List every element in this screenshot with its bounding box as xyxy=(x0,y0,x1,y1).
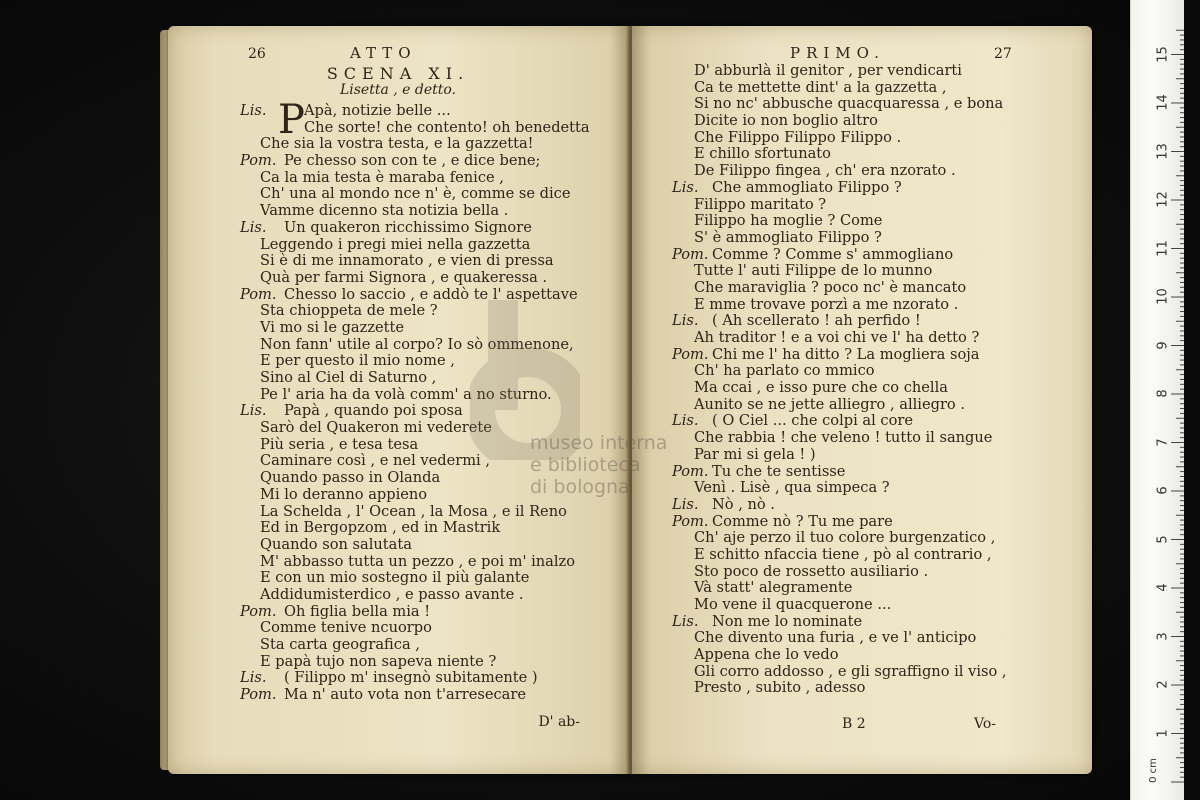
verse-text: Aunito se ne jette alliegro , alliegro . xyxy=(694,395,965,413)
verse-text: Tutte l' auti Filippe de lo munno xyxy=(694,262,933,280)
text-line xyxy=(672,163,1092,180)
verse-text: Tu che te sentisse xyxy=(712,462,846,480)
speaker-label: Lis. xyxy=(672,412,699,430)
text-line xyxy=(672,80,1092,97)
verse-text: Si è di me innamorato , e vien di pressa xyxy=(260,252,554,270)
right-page xyxy=(632,26,1092,774)
scene-title: SCENA XI. xyxy=(326,64,470,83)
text-line xyxy=(672,614,1092,631)
speaker-label: Lis. xyxy=(240,102,267,119)
text-line xyxy=(672,580,1092,597)
text-line xyxy=(240,136,628,153)
speaker-label: Lis. xyxy=(240,402,267,420)
speaker-label: Lis. xyxy=(672,178,699,196)
ruler-number: 7 xyxy=(1155,437,1171,447)
text-line xyxy=(672,313,1092,330)
verse-text: Leggendo i pregi miei nella gazzetta xyxy=(260,235,531,253)
verse-text: Sto poco de rossetto ausiliario . xyxy=(694,562,929,580)
verse-text: Mo vene il quacquerone ... xyxy=(694,596,892,613)
text-line xyxy=(672,647,1092,664)
ruler-number: 5 xyxy=(1155,534,1171,544)
verse-text: Non me lo nominate xyxy=(712,612,863,630)
verse-text: Filippo maritato ? xyxy=(694,195,827,213)
verse-text: Addidumisterdico , e passo avante . xyxy=(260,585,524,603)
verse-text: Che ammogliato Filippo ? xyxy=(712,178,902,196)
verse-text: Che Filippo Filippo Filippo . xyxy=(694,128,902,146)
text-line xyxy=(672,263,1092,280)
verse-text: Ch' aje perzo il tuo colore burgenzatico , xyxy=(694,529,996,547)
verse-text: Ca la mia testa è maraba fenice , xyxy=(260,168,504,186)
speaker-label: Lis. xyxy=(672,312,699,330)
text-line xyxy=(672,197,1092,214)
text-line xyxy=(672,247,1092,264)
verse-text: Quando passo in Olanda xyxy=(260,469,441,487)
ruler-number: 4 xyxy=(1155,583,1171,592)
verse-text: Chi me l' ha ditto ? La mogliera soja xyxy=(712,345,980,363)
running-head: PRIMO. xyxy=(790,44,885,62)
background-edge xyxy=(1184,0,1200,800)
text-line xyxy=(672,96,1092,113)
text-line xyxy=(672,464,1092,481)
watermark-text xyxy=(530,432,667,498)
ruler-number: 3 xyxy=(1155,631,1171,641)
text-line xyxy=(240,237,628,254)
text-line xyxy=(672,347,1092,364)
verse-text: Papà , quando poi sposa xyxy=(284,402,463,420)
text-line xyxy=(240,637,628,654)
verse-text: Pe chesso son con te , e dice bene; xyxy=(284,152,541,170)
text-line xyxy=(240,103,628,120)
text-line xyxy=(672,363,1092,380)
watermark-line: museo interna xyxy=(530,432,668,454)
verse-text: Presto , subito , adesso xyxy=(694,679,866,697)
text-line xyxy=(672,547,1092,564)
text-line xyxy=(240,153,628,170)
watermark-line: di bologna xyxy=(530,476,630,498)
ruler-number: 14 xyxy=(1155,94,1171,111)
verse-text: E schitto nfaccia tiene , pò al contrario , xyxy=(694,545,992,563)
measurement-ruler xyxy=(1130,0,1185,800)
speaker-label: Pom. xyxy=(240,686,277,704)
text-line xyxy=(672,497,1092,514)
verse-text: E per questo il mio nome , xyxy=(260,352,455,370)
text-line xyxy=(672,597,1092,614)
speaker-label: Lis. xyxy=(240,669,267,687)
verse-text: Sarò del Quakeron mi vederete xyxy=(260,419,492,437)
speaker-label: Pom. xyxy=(240,152,277,170)
speaker-label: Lis. xyxy=(672,495,699,513)
verse-text: Mi lo deranno appieno xyxy=(260,485,428,503)
verse-text: Và statt' alegramente xyxy=(694,579,853,597)
text-line xyxy=(240,253,628,270)
ruler-number: 9 xyxy=(1155,340,1171,350)
signature-mark: B 2 xyxy=(842,716,866,732)
catchword: D' ab- xyxy=(538,714,580,730)
verse-text: Quando son salutata xyxy=(260,535,412,553)
ruler-number: 2 xyxy=(1155,680,1171,689)
text-line xyxy=(672,413,1092,430)
verse-text: Par mi si gela ! ) xyxy=(694,445,816,463)
verse-text: Sta chioppeta de mele ? xyxy=(260,302,438,320)
verse-text: ( Ah scellerato ! ah perfido ! xyxy=(712,312,921,330)
ruler-number: 15 xyxy=(1155,45,1171,63)
ruler-number: 1 xyxy=(1155,728,1171,738)
verse-text: Gli corro addosso , e gli sgraffigno il viso , xyxy=(694,662,1007,680)
verse-text: Comme ? Comme s' ammogliano xyxy=(712,245,954,263)
speaker-label: Pom. xyxy=(672,345,709,363)
verse-text: Si no nc' abbusche quacquaressa , e bona xyxy=(694,95,1004,113)
verse-text: S' è ammogliato Filippo ? xyxy=(694,228,882,246)
verse-text: Ed in Bergopzom , ed in Mastrik xyxy=(260,519,501,537)
text-line xyxy=(672,664,1092,681)
text-line xyxy=(672,397,1092,414)
ruler-number: 12 xyxy=(1155,191,1171,208)
text-line xyxy=(672,480,1092,497)
verse-text: Che sia la vostra testa, e la gazzetta! xyxy=(260,135,534,153)
verse-text: Sta carta geografica , xyxy=(260,636,420,653)
verse-text: Nò , nò . xyxy=(712,495,775,513)
verse-text: Che sorte! che contento! oh benedetta xyxy=(304,118,590,136)
text-line xyxy=(672,330,1092,347)
verse-text: D' abburlà il genitor , per vendicarti xyxy=(694,62,962,79)
speaker-label: Pom. xyxy=(672,512,709,530)
text-line xyxy=(240,203,628,220)
verse-text: Appena che lo vedo xyxy=(694,646,839,664)
watermark-line: e biblioteca xyxy=(530,454,641,476)
text-line xyxy=(672,430,1092,447)
ruler-number: 6 xyxy=(1155,486,1171,495)
text-line xyxy=(240,654,628,671)
verse-text: Ch' ha parlato co mmico xyxy=(694,362,875,380)
ruler-number: 8 xyxy=(1155,389,1171,398)
text-line xyxy=(672,530,1092,547)
verse-text: Un quakeron ricchissimo Signore xyxy=(284,218,532,236)
text-line xyxy=(672,130,1092,147)
ruler-number: 11 xyxy=(1155,239,1171,257)
text-line xyxy=(240,520,628,537)
text-line xyxy=(672,180,1092,197)
speaker-label: Lis. xyxy=(240,218,267,236)
verse-text: Ah traditor ! e a voi chi ve l' ha detto ? xyxy=(694,329,980,346)
verse-text: Venì . Lisè , qua simpeca ? xyxy=(694,479,890,497)
verse-text: E mme trovave porzì a me nzorato . xyxy=(694,295,959,313)
speaker-label: Lis. xyxy=(672,612,699,630)
text-line xyxy=(672,213,1092,230)
text-line xyxy=(240,587,628,604)
verse-text: Comme nò ? Tu me pare xyxy=(712,512,893,530)
text-line xyxy=(672,680,1092,697)
verse-text: Che rabbia ! che veleno ! tutto il sangue xyxy=(694,429,993,447)
text-line xyxy=(672,447,1092,464)
text-line xyxy=(240,504,628,521)
speaker-label: Pom. xyxy=(672,245,709,263)
text-line xyxy=(672,297,1092,314)
verse-text: Ma n' auto vota non t'arresecare xyxy=(284,686,526,704)
text-line xyxy=(240,604,628,621)
text-line xyxy=(672,146,1092,163)
text-line xyxy=(672,380,1092,397)
verse-text: E papà tujo non sapeva niente ? xyxy=(260,652,497,670)
verse-text: Più seria , e tesa tesa xyxy=(260,435,419,453)
verse-text: M' abbasso tutta un pezzo , e poi m' inalzo xyxy=(260,552,576,570)
speaker-label: Pom. xyxy=(240,602,277,620)
verse-text: Non fann' utile al corpo? Io sò ommenone, xyxy=(260,335,574,353)
text-line xyxy=(240,220,628,237)
text-line xyxy=(240,270,628,287)
verse-text: Sino al Ciel di Saturno , xyxy=(260,369,437,386)
speaker-label: Pom. xyxy=(672,462,709,480)
text-line xyxy=(240,570,628,587)
verse-text: Dicite io non boglio altro xyxy=(694,112,878,130)
verse-text: Pe l' aria ha da volà comm' a no sturno. xyxy=(260,385,552,403)
scene-subtitle: Lisetta , e detto. xyxy=(339,82,457,98)
verse-text: Che maraviglia ? poco nc' è mancato xyxy=(694,278,967,296)
text-line xyxy=(240,120,628,137)
text-line xyxy=(240,537,628,554)
text-line xyxy=(672,230,1092,247)
running-head: ATTO xyxy=(350,44,417,62)
verse-text: Oh figlia bella mia ! xyxy=(284,602,431,620)
verse-text: Ma ccai , e isso pure che co chella xyxy=(694,379,948,397)
verse-text: E con un mio sostegno il più galante xyxy=(260,569,530,587)
verse-text: Comme tenive ncuorpo xyxy=(260,619,432,637)
verse-text: Chesso lo saccio , e addò te l' aspettave xyxy=(284,285,578,303)
verse-text: La Schelda , l' Ocean , la Mosa , e il Reno xyxy=(260,502,567,520)
catchword: Vo- xyxy=(974,716,996,732)
text-line xyxy=(672,113,1092,130)
ruler-unit: 0 cm xyxy=(1147,758,1159,783)
text-line xyxy=(672,630,1092,647)
text-line xyxy=(672,564,1092,581)
text-line xyxy=(240,554,628,571)
verse-text: Che divento una furia , e ve l' anticipo xyxy=(694,629,977,647)
ruler-number: 10 xyxy=(1155,288,1171,305)
verse-text: Vi mo si le gazzette xyxy=(260,318,405,336)
verse-text: Ca te mettette dint' a la gazzetta , xyxy=(694,78,947,96)
text-line xyxy=(672,514,1092,531)
text-line xyxy=(240,687,628,704)
verse-text: De Filippo fingea , ch' era nzorato . xyxy=(694,162,956,180)
text-line xyxy=(672,63,1092,80)
text-line xyxy=(240,670,628,687)
verse-text: Ch' una al mondo nce n' è, comme se dice xyxy=(260,185,571,203)
verse-text: ( O Ciel ... che colpi al core xyxy=(712,412,913,430)
verse-text: Vamme dicenno sta notizia bella . xyxy=(260,202,509,220)
page-number: 26 xyxy=(248,46,266,62)
page-number: 27 xyxy=(994,46,1012,62)
verse-text: E chillo sfortunato xyxy=(694,145,831,163)
text-line xyxy=(240,186,628,203)
text-line xyxy=(240,170,628,187)
ruler-number: 13 xyxy=(1155,142,1171,160)
verse-text: Filippo ha moglie ? Come xyxy=(694,212,883,230)
verse-text: Apà, notizie belle ... xyxy=(304,102,451,119)
drop-cap: P xyxy=(278,97,305,143)
verse-text: ( Filippo m' insegnò subitamente ) xyxy=(284,669,538,687)
right-page-text xyxy=(672,63,1092,697)
text-line xyxy=(672,280,1092,297)
text-line xyxy=(240,620,628,637)
verse-text: Caminare così , e nel vedermi , xyxy=(260,452,490,470)
speaker-label: Pom. xyxy=(240,285,277,303)
verse-text: Quà per farmi Signora , e quakeressa . xyxy=(260,268,548,286)
